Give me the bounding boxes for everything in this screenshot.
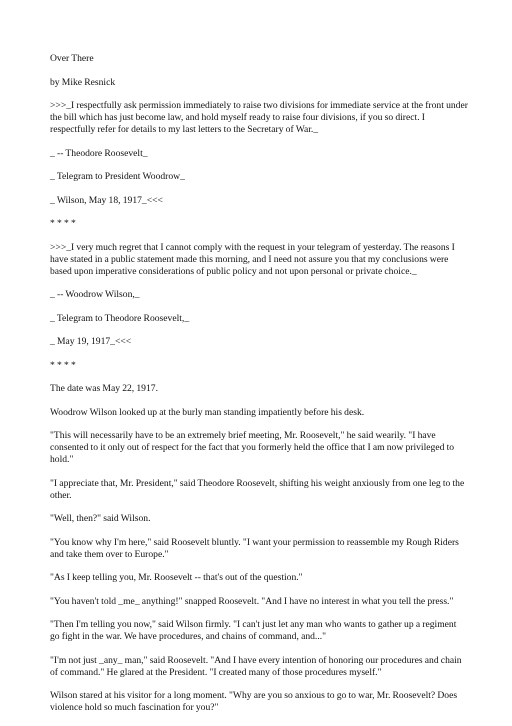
epigraph-wilson-telegram: >>>_I very much regret that I cannot comply with the request in your telegram of yesterday. The reasons I have stated in a public statement made this morning, and I need not assure you that my conclusions were based upon imperative considerations of public policy and not upon personal or private choice._ — [50, 241, 455, 277]
body-paragraph: "As I keep telling you, Mr. Roosevelt -- that's out of the question." — [50, 572, 303, 583]
body-paragraph: Woodrow Wilson looked up at the burly man standing impatiently before his desk. — [50, 406, 365, 418]
epigraph-attribution-name: _ -- Theodore Roosevelt_ — [50, 147, 148, 159]
epigraph-attribution-name: _ -- Woodrow Wilson,_ — [50, 289, 140, 300]
body-paragraph: "This will necessarily have to be an extremely brief meeting, Mr. Roosevelt," he said wearily. "I have consented to it only out of respect for the fact that you formerly held the office that I am now privileged to hold." — [50, 430, 455, 465]
body-paragraph: "You haven't told _me_ anything!" snapped Roosevelt. "And I have no interest in what you tell the press." — [50, 595, 454, 607]
epigraph-attribution-date: _ Wilson, May 18, 1917_<<< — [50, 194, 163, 206]
epigraph-roosevelt-telegram: >>>_I respectfully ask permission immediately to raise two divisions for immediate service at the front under the bill which has just become law, and hold myself ready to raise four divisions, if you so direct. I respectfully refer for details to my last letters to the Secretary of War._ — [50, 100, 468, 135]
epigraph-attribution-source: _ Telegram to Theodore Roosevelt,_ — [50, 312, 190, 324]
section-break: * * * * — [50, 359, 76, 371]
document-title: Over There — [50, 53, 94, 64]
document-page — [50, 53, 468, 726]
epigraph-attribution-source: _ Telegram to President Woodrow_ — [50, 171, 185, 182]
section-break: * * * * — [50, 218, 76, 229]
document-byline: by Mike Resnick — [50, 76, 116, 88]
body-paragraph: "I'm not just _any_ man," said Roosevelt. "And I have every intention of honoring our procedures and chain of command." He glared at the President. "I created many of those procedures myself." — [50, 654, 462, 678]
body-paragraph: Wilson stared at his visitor for a long moment. "Why are you so anxious to go to war, Mr. Roosevelt? Does violence hold so much fascination for you?" — [50, 690, 458, 713]
body-paragraph: "Then I'm telling you now," said Wilson firmly. "I can't just let any man who wants to gather up a regiment go fight in the war. We have procedures, and chains of command, and..." — [50, 619, 457, 642]
body-paragraph: "You know why I'm here," said Roosevelt bluntly. "I want your permission to reassemble my Rough Riders and take them over to Europe." — [50, 536, 459, 560]
body-paragraph: The date was May 22, 1917. — [50, 383, 158, 394]
body-paragraph: "I appreciate that, Mr. President," said Theodore Roosevelt, shifting his weight anxiously from one leg to the other. — [50, 477, 465, 501]
epigraph-attribution-date: _ May 19, 1917_<<< — [50, 336, 132, 347]
body-paragraph: "Well, then?" said Wilson. — [50, 513, 151, 524]
